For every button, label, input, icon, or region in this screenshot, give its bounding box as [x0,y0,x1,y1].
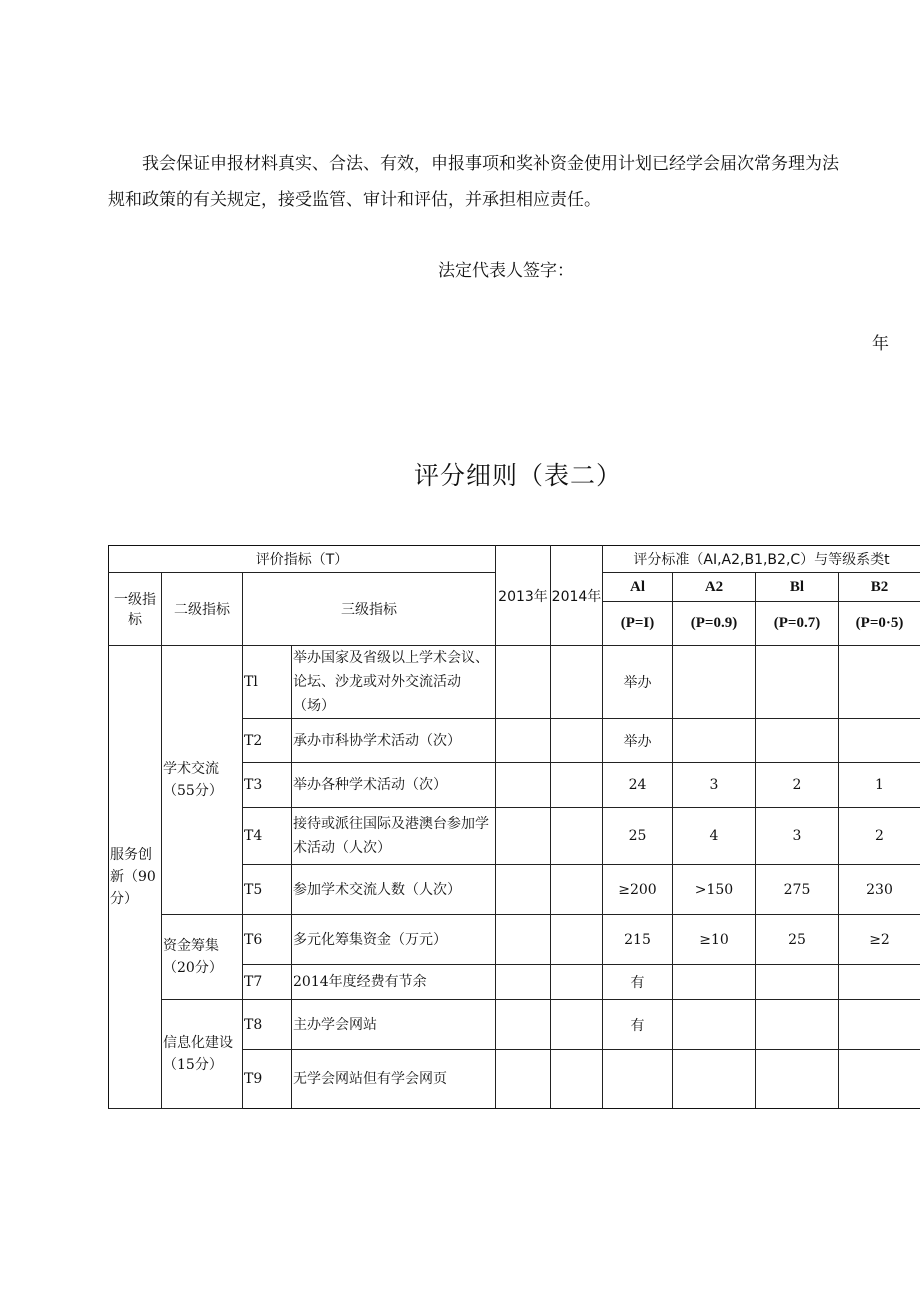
header-row-1 [109,546,920,573]
grade-a1-value: 有 [603,1000,673,1050]
scoring-table [108,545,920,1109]
row-code: T7 [243,965,292,1000]
signature-label: 法定代表人签字： [438,261,574,281]
grade-b1-value [756,965,839,1000]
cell-2014 [551,1000,603,1050]
year-2013-header: 2013年 [496,546,551,646]
grade-b1-value [756,1000,839,1050]
grade-b1-value [756,646,839,719]
cell-2013 [496,646,551,719]
cell-2013 [496,865,551,915]
grade-a2-value [673,965,756,1000]
cell-2014 [551,719,603,763]
grade-a2-value: ≥10 [673,915,756,965]
row-code: T9 [243,1050,292,1109]
row-desc: 多元化筹集资金（万元） [292,915,496,965]
grade-b1-value: 3 [756,808,839,865]
page-title: 评分细则（表二） [414,461,623,490]
level2-header: 二级指标 [162,573,243,646]
table-row [109,646,920,719]
level1-header: 一级指标 [109,573,162,646]
grade-a2-value: 4 [673,808,756,865]
grade-b2-value [839,1050,920,1109]
row-code: T2 [243,719,292,763]
grade-b1-value: 275 [756,865,839,915]
level1-cell: 服务创新（90分） [109,646,162,1109]
row-desc: 无学会网站但有学会网页 [292,1050,496,1109]
row-code: T6 [243,915,292,965]
grade-a1-value: 215 [603,915,673,965]
cell-2013 [496,1050,551,1109]
cell-2014 [551,646,603,719]
grade-a1-value: 有 [603,965,673,1000]
grade-b2-value [839,965,920,1000]
row-desc: 主办学会网站 [292,1000,496,1050]
grading-standard-header: 评分标准（AI,A2,B1,B2,C）与等级系类t [603,546,920,573]
cell-2013 [496,763,551,808]
cell-2013 [496,808,551,865]
grade-b2-coefficient: (P=0·5) [839,602,920,646]
row-desc: 举办各种学术活动（次） [292,763,496,808]
row-desc: 举办国家及省级以上学术会议、论坛、沙龙或对外交流活动（场） [292,646,496,719]
grade-a2-value [673,1000,756,1050]
level2-cell-funding: 资金筹集（20分） [162,915,243,1000]
cell-2014 [551,1050,603,1109]
row-code: T5 [243,865,292,915]
cell-2014 [551,763,603,808]
grade-a1-value: 举办 [603,646,673,719]
row-code: T8 [243,1000,292,1050]
grade-b2-value [839,1000,920,1050]
grade-b1-coefficient: (P=0.7) [756,602,839,646]
grade-b2-value: 230 [839,865,920,915]
grade-b2-header: B2 [839,573,920,602]
grade-b1-value [756,1050,839,1109]
grade-b2-value: 2 [839,808,920,865]
row-code: T3 [243,763,292,808]
table-row [109,915,920,965]
grade-a1-value: ≥200 [603,865,673,915]
grade-a1-coefficient: (P=I) [603,602,673,646]
row-code: Tl [243,646,292,719]
eval-indicator-header: 评价指标（T） [109,546,496,573]
declaration-paragraph [108,146,908,218]
grade-b1-value: 25 [756,915,839,965]
grade-b2-value: 1 [839,763,920,808]
row-desc: 接待或派往国际及港澳台参加学术活动（人次） [292,808,496,865]
grade-b2-value [839,646,920,719]
cell-2014 [551,965,603,1000]
cell-2013 [496,915,551,965]
year-label: 年 [872,334,889,354]
grade-a1-value: 举办 [603,719,673,763]
row-desc: 参加学术交流人数（人次） [292,865,496,915]
scoring-table-container [108,545,920,1110]
declaration-line-2: 规和政策的有关规定，接受监管、审计和评估，并承担相应责任。 [108,190,601,210]
table-row [109,1000,920,1050]
grade-b2-value [839,719,920,763]
level3-header: 三级指标 [243,573,496,646]
grade-a2-value: 3 [673,763,756,808]
level2-cell-academic: 学术交流（55分） [162,646,243,915]
grade-b1-header: Bl [756,573,839,602]
row-desc: 承办市科协学术活动（次） [292,719,496,763]
grade-b1-value: 2 [756,763,839,808]
row-desc: 2014年度经费有节余 [292,965,496,1000]
grade-a2-coefficient: (P=0.9) [673,602,756,646]
row-code: T4 [243,808,292,865]
cell-2013 [496,1000,551,1050]
grade-a1-value: 25 [603,808,673,865]
grade-a2-value [673,1050,756,1109]
grade-a2-value [673,719,756,763]
grade-b2-value: ≥2 [839,915,920,965]
declaration-line-1: 我会保证申报材料真实、合法、有效，申报事项和奖补资金使用计划已经学会届次常务理为法 [142,154,839,174]
grade-a2-value [673,646,756,719]
grade-a2-header: A2 [673,573,756,602]
cell-2014 [551,915,603,965]
level2-cell-it: 信息化建设（15分） [162,1000,243,1109]
cell-2013 [496,719,551,763]
grade-a2-value: >150 [673,865,756,915]
grade-a1-value: 24 [603,763,673,808]
grade-b1-value [756,719,839,763]
cell-2014 [551,865,603,915]
grade-a1-value [603,1050,673,1109]
grade-a1-header: Al [603,573,673,602]
year-2014-header: 2014年 [551,546,603,646]
cell-2014 [551,808,603,865]
cell-2013 [496,965,551,1000]
